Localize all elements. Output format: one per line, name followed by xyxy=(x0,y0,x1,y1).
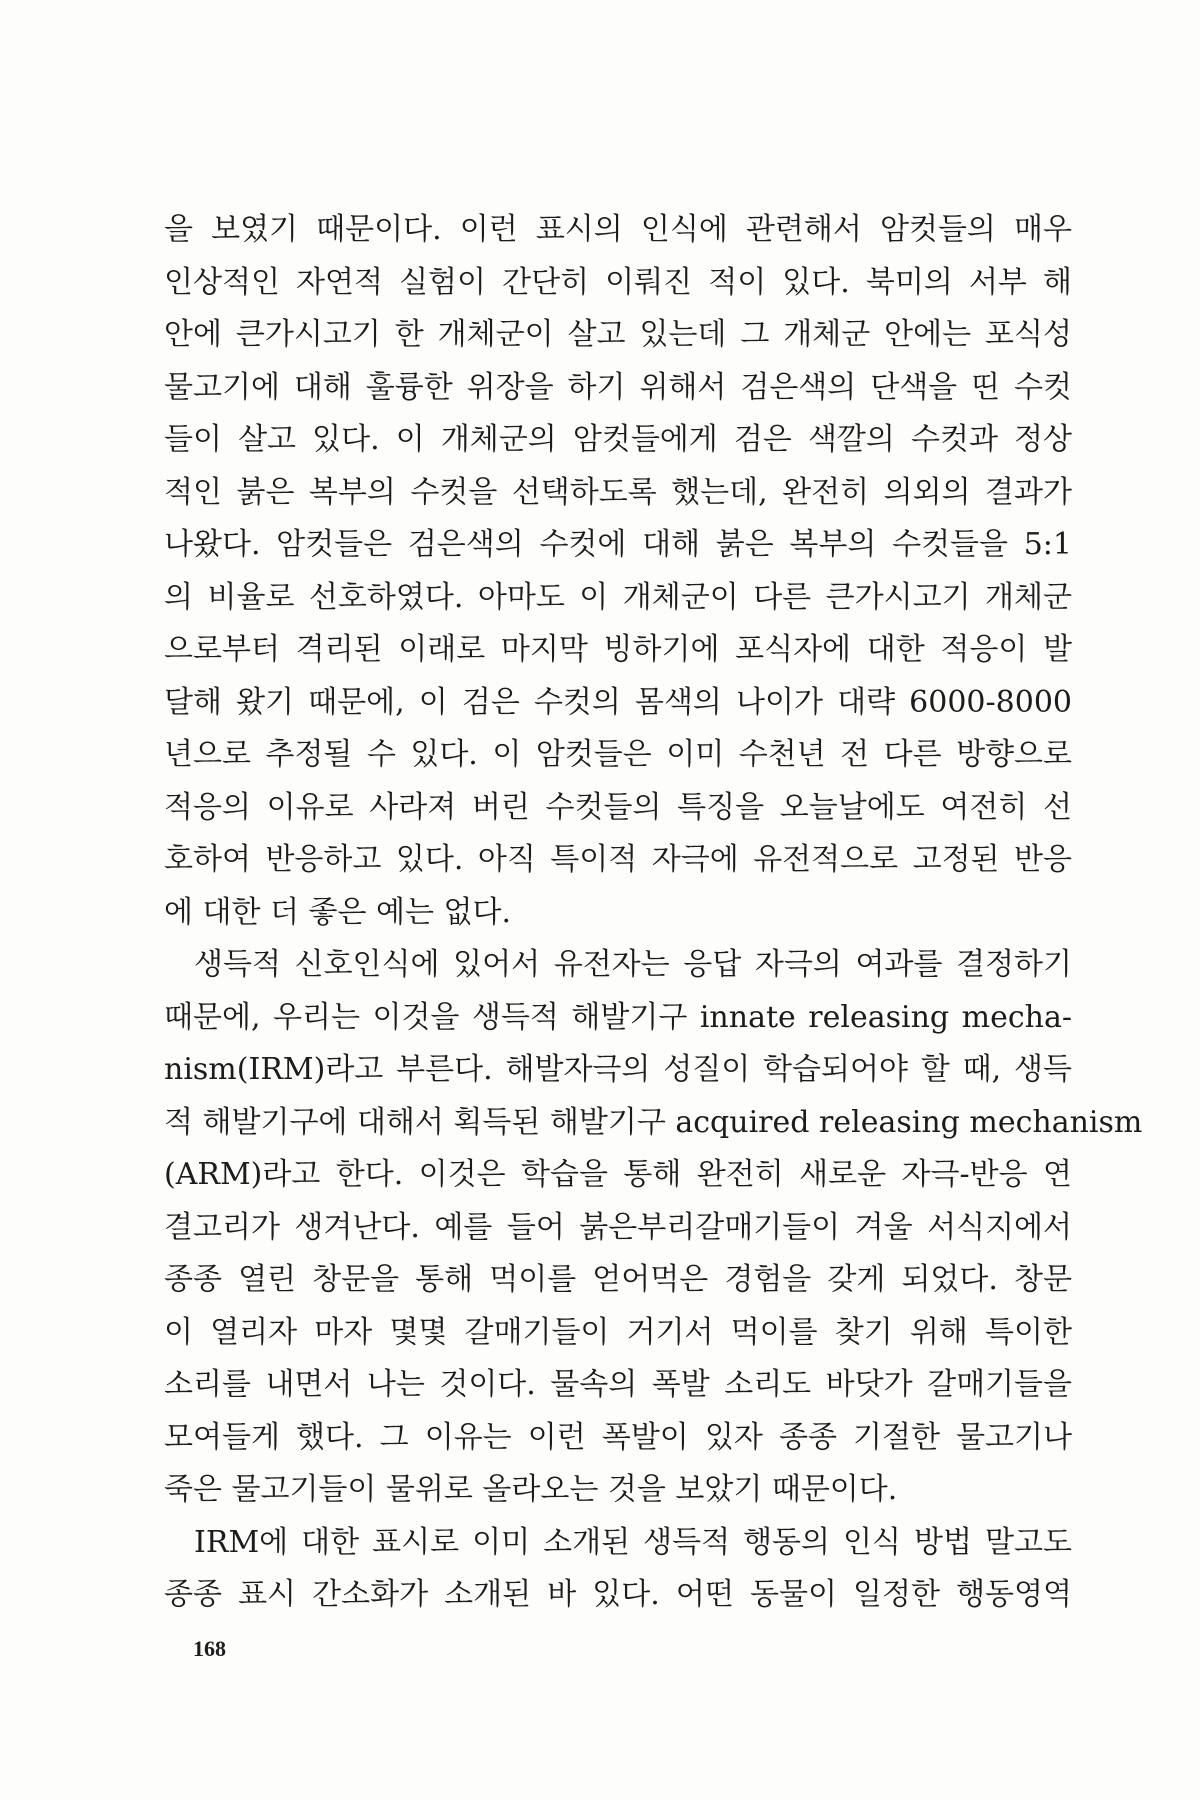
text-line: 적인 붉은 복부의 수컷을 선택하도록 했는데, 완전히 의외의 결과가 xyxy=(164,474,1072,510)
text-line: 결고리가 생겨난다. 예를 들어 붉은부리갈매기들이 겨울 서식지에서 xyxy=(164,1209,1072,1245)
text-line: nism(IRM)라고 부른다. 해발자극의 성질이 학습되어야 할 때, 생득 xyxy=(164,1052,1072,1087)
body-text xyxy=(164,204,1143,1622)
text-line: (ARM)라고 한다. 이것은 학습을 통해 완전히 새로운 자극-반응 연 xyxy=(164,1157,1072,1192)
text-line: 소리를 내면서 나는 것이다. 물속의 폭발 소리도 바닷가 갈매기들을 xyxy=(164,1367,1072,1402)
text-line: 에 대한 더 좋은 예는 없다. xyxy=(164,894,512,930)
text-line: 종종 표시 간소화가 소개된 바 있다. 어떤 동물이 일정한 행동영역 xyxy=(164,1577,1072,1612)
text-line: 때문에, 우리는 이것을 생득적 해발기구 innate releasing mecha- xyxy=(164,999,1072,1035)
paragraph-2 xyxy=(164,939,1143,1517)
page-number: 168 xyxy=(193,1636,226,1661)
text-line: 물고기에 대해 훌륭한 위장을 하기 위해서 검은색의 단색을 띤 수컷 xyxy=(164,369,1072,405)
text-line: 적 해발기구에 대해서 획득된 해발기구 acquired releasing mechanism xyxy=(164,1104,1143,1140)
text-line: 년으로 추정될 수 있다. 이 암컷들은 이미 수천년 전 다른 방향으로 xyxy=(164,737,1072,772)
paragraph-1 xyxy=(164,204,1072,939)
text-line: 이 열리자 마자 몇몇 갈매기들이 거기서 먹이를 찾기 위해 특이한 xyxy=(164,1314,1072,1350)
text-line: IRM에 대한 표시로 이미 소개된 생득적 행동의 인식 방법 말고도 xyxy=(194,1524,1072,1560)
text-line: 모여들게 했다. 그 이유는 이런 폭발이 있자 종종 기절한 물고기나 xyxy=(164,1419,1072,1455)
text-line: 죽은 물고기들이 물위로 올라오는 것을 보았기 때문이다. xyxy=(164,1472,898,1507)
text-line: 종종 열린 창문을 통해 먹이를 얻어먹은 경험을 갖게 되었다. 창문 xyxy=(164,1262,1072,1297)
text-line: 들이 살고 있다. 이 개체군의 암컷들에게 검은 색깔의 수컷과 정상 xyxy=(164,422,1072,457)
text-line: 적응의 이유로 사라져 버린 수컷들의 특징을 오늘날에도 여전히 선 xyxy=(164,789,1072,825)
text-line: 인상적인 자연적 실험이 간단히 이뤄진 적이 있다. 북미의 서부 해 xyxy=(164,264,1072,300)
text-line: 으로부터 격리된 이래로 마지막 빙하기에 포식자에 대한 적응이 발 xyxy=(164,632,1072,667)
paragraph-3 xyxy=(164,1517,1072,1622)
text-line: 의 비율로 선호하였다. 아마도 이 개체군이 다른 큰가시고기 개체군 xyxy=(164,579,1072,615)
text-line: 안에 큰가시고기 한 개체군이 살고 있는데 그 개체군 안에는 포식성 xyxy=(164,317,1072,352)
text-line: 생득적 신호인식에 있어서 유전자는 응답 자극의 여과를 결정하기 xyxy=(194,947,1072,982)
text-line: 호하여 반응하고 있다. 아직 특이적 자극에 유전적으로 고정된 반응 xyxy=(164,842,1072,877)
text-line: 달해 왔기 때문에, 이 검은 수컷의 몸색의 나이가 대략 6000-8000 xyxy=(164,684,1072,720)
text-line: 나왔다. 암컷들은 검은색의 수컷에 대해 붉은 복부의 수컷들을 5:1 xyxy=(164,527,1072,562)
text-line: 을 보였기 때문이다. 이런 표시의 인식에 관련해서 암컷들의 매우 xyxy=(164,212,1072,247)
